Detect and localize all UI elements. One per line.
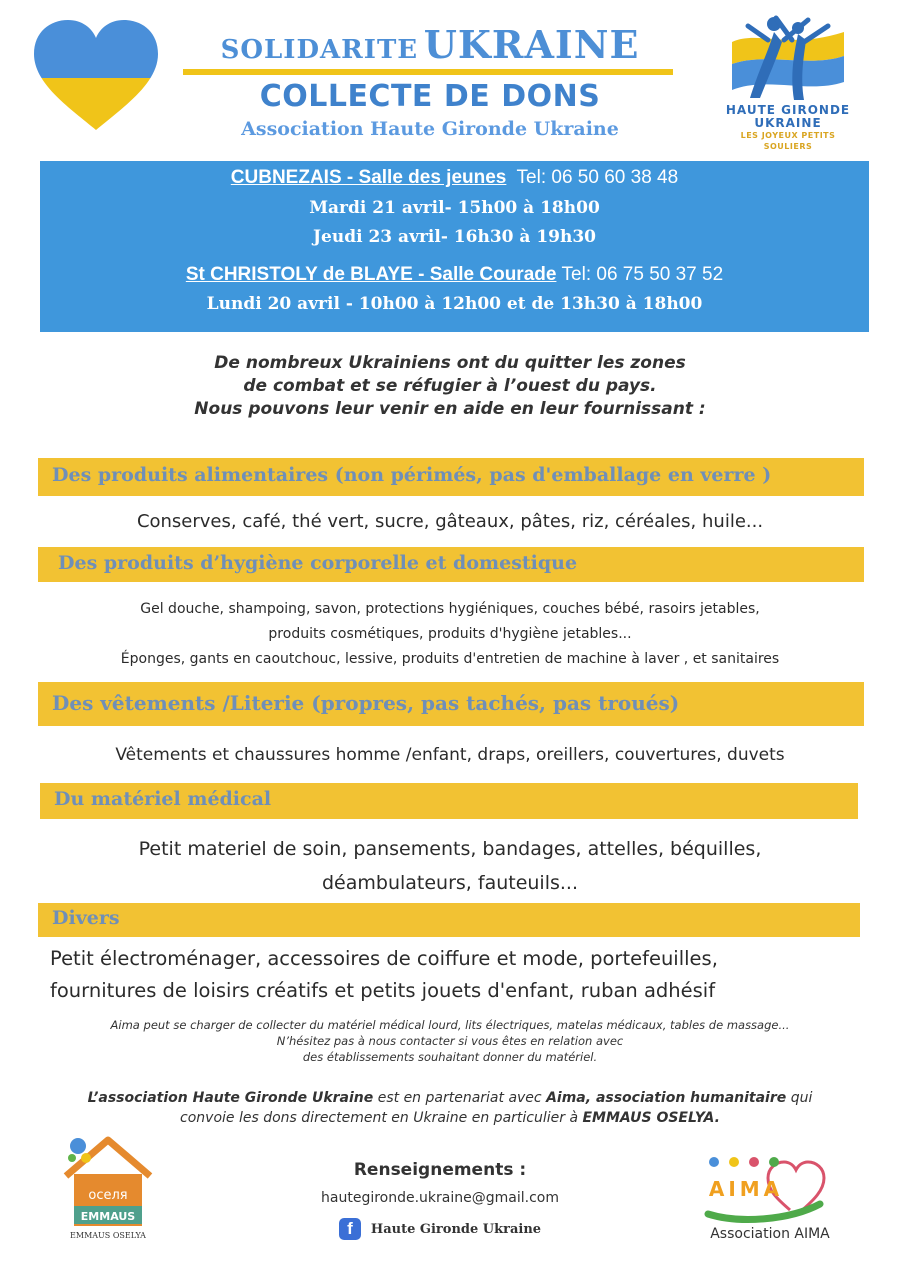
partner-association: L’association Haute Gironde Ukraine xyxy=(87,1090,374,1106)
contact-info xyxy=(290,1160,590,1240)
subtitle: COLLECTE DE DONS xyxy=(259,79,601,114)
title-divider xyxy=(183,69,673,75)
title-main: UKRAINE xyxy=(423,22,640,67)
facebook-icon: f xyxy=(339,1218,361,1240)
heart-flag-icon xyxy=(30,18,162,133)
schedule-time: Lundi 20 avril - 10h00 à 12h00 et de 13h30 à 18h00 xyxy=(206,294,703,314)
place-name: St CHRISTOLY de BLAYE - Salle Courade xyxy=(185,264,557,285)
list-item: fournitures de loisirs créatifs et petits jouets d'enfant, ruban adhésif xyxy=(50,979,716,1002)
aima-heart-logo-icon xyxy=(690,1150,850,1226)
category-hygiene-bar: Des produits d’hygiène corporelle et domestique xyxy=(38,547,864,582)
intro-line: De nombreux Ukrainiens ont du quitter les zones xyxy=(214,353,686,373)
dancing-figure-icon xyxy=(728,12,848,104)
note-line: des établissements souhaitant donner du matériel. xyxy=(302,1050,598,1064)
list-item: produits cosmétiques, produits d'hygiène jetables... xyxy=(268,626,632,642)
logo-line1: HAUTE GIRONDE xyxy=(725,103,851,117)
partner-emmaus: EMMAUS OSELYA. xyxy=(582,1110,720,1126)
category-misc-bar: Divers xyxy=(38,903,860,937)
facebook-link[interactable] xyxy=(290,1218,590,1240)
collection-point-2 xyxy=(40,264,869,286)
collection-point-1 xyxy=(40,167,869,189)
partner-text: est en partenariat avec xyxy=(373,1090,547,1106)
emmaus-oselya-logo xyxy=(58,1128,158,1243)
list-item: Petit électroménager, accessoires de coiffure et mode, portefeuilles, xyxy=(50,947,718,970)
category-medical-bar: Du matériel médical xyxy=(40,783,858,819)
category-clothing-bar: Des vêtements /Literie (propres, pas tachés, pas troués) xyxy=(38,682,864,726)
partner-text: convoie les dons directement en Ukraine en particulier à xyxy=(180,1110,583,1126)
category-food-items: Conserves, café, thé vert, sucre, gâteaux, pâtes, riz, céréales, huile... xyxy=(136,511,764,532)
category-food-bar: Des produits alimentaires (non périmés, pas d'emballage en verre ) xyxy=(38,458,864,496)
list-item: déambulateurs, fauteuils... xyxy=(321,872,579,894)
list-item: Gel douche, shampoing, savon, protections hygiéniques, couches bébé, rasoirs jetables, xyxy=(140,601,760,617)
emmaus-word: EMMAUS xyxy=(80,1210,136,1223)
category-medical-items xyxy=(40,832,860,900)
phone-number: Tel: 06 50 60 38 48 xyxy=(516,167,679,188)
facebook-label: Haute Gironde Ukraine xyxy=(370,1221,542,1237)
list-item: Petit materiel de soin, pansements, bandages, attelles, béquilles, xyxy=(138,838,762,860)
note-line: Aima peut se charger de collecter du matériel médical lourd, lits électriques, matelas médicaux, tables de massage... xyxy=(110,1018,790,1032)
logo-tagline: LES JOYEUX PETITS SOULIERS xyxy=(740,131,836,151)
partner-text: qui xyxy=(786,1090,813,1106)
aima-word: AIMA xyxy=(708,1177,784,1201)
intro-line: de combat et se réfugier à l’ouest du pays. xyxy=(243,376,657,396)
category-misc-items xyxy=(50,943,870,1007)
collection-schedule-box xyxy=(40,161,869,332)
info-title: Renseignements : xyxy=(353,1160,527,1180)
category-clothing-items: Vêtements et chaussures homme /enfant, draps, oreillers, couvertures, duvets xyxy=(115,745,785,765)
aima-logo xyxy=(690,1150,850,1250)
house-logo-icon xyxy=(58,1128,158,1228)
aima-caption: Association AIMA xyxy=(710,1226,830,1242)
intro-text xyxy=(100,352,800,421)
place-name: CUBNEZAIS - Salle des jeunes xyxy=(230,167,507,188)
partnership-text xyxy=(20,1088,880,1128)
note-line: N’hésitez pas à nous contacter si vous êtes en relation avec xyxy=(276,1034,624,1048)
haute-gironde-ukraine-logo xyxy=(718,12,858,152)
association-name: Association Haute Gironde Ukraine xyxy=(241,118,619,140)
partner-aima: Aima, association humanitaire xyxy=(546,1090,787,1106)
oselya-caption: EMMAUS OSELYA xyxy=(70,1231,146,1240)
schedule-time: Jeudi 23 avril- 16h30 à 19h30 xyxy=(313,227,596,247)
intro-line: Nous pouvons leur venir en aide en leur fournissant : xyxy=(194,399,706,419)
page-title xyxy=(180,22,680,67)
title-prefix: SOLIDARITE xyxy=(220,35,419,65)
category-hygiene-items xyxy=(40,597,860,672)
oselya-word: оселя xyxy=(88,1188,128,1203)
schedule-time: Mardi 21 avril- 15h00 à 18h00 xyxy=(309,198,600,218)
list-item: Éponges, gants en caoutchouc, lessive, produits d'entretien de machine à laver , et sanitaires xyxy=(120,651,780,667)
phone-number: Tel: 06 75 50 37 52 xyxy=(561,264,724,285)
logo-line2: UKRAINE xyxy=(754,116,822,130)
email-address: hautegironde.ukraine@gmail.com xyxy=(321,1190,559,1206)
aima-note xyxy=(30,1017,870,1065)
